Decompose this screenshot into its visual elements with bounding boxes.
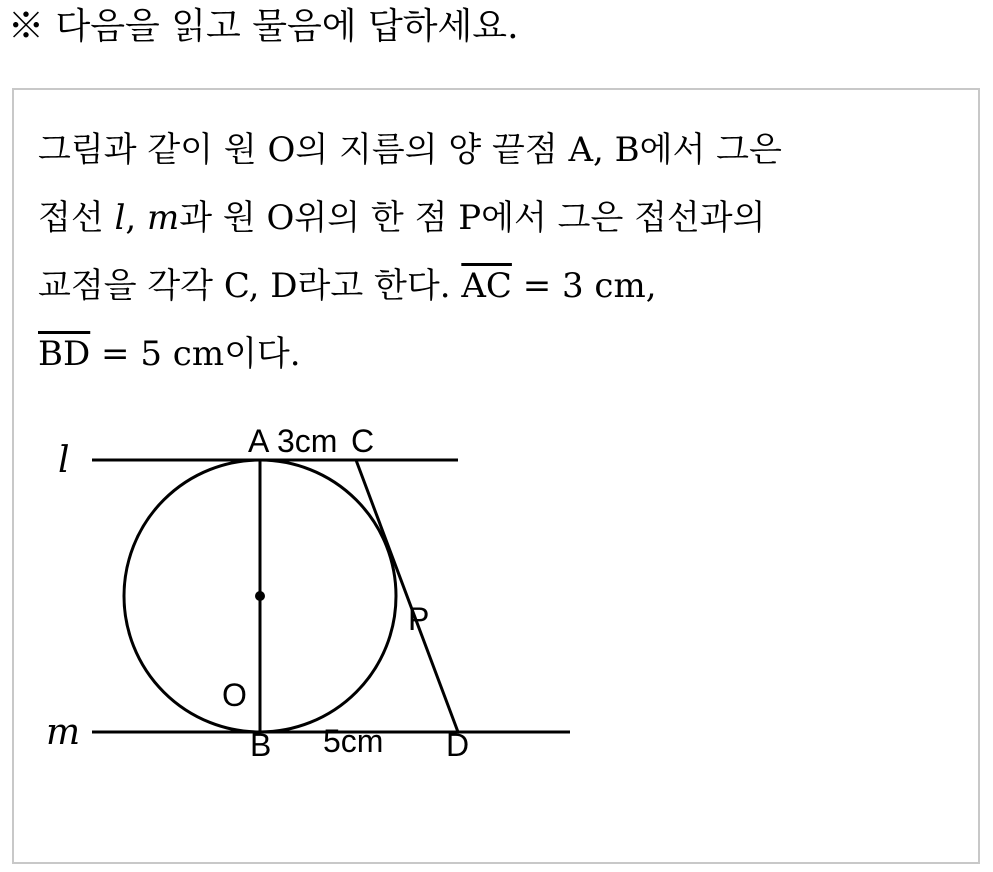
tangent-cd (356, 460, 458, 732)
segment-ac: $\overline{AC}$ (461, 266, 512, 306)
problem-line-3-value: = 3 cm, (511, 266, 657, 306)
problem-line-1-text: 그림과 같이 원 O의 지름의 양 끝점 A, B에서 그은 (38, 130, 782, 170)
problem-line-2-text-a: 접선 (38, 198, 115, 238)
problem-line-2-comma: , (125, 198, 147, 238)
label-point-o: O (222, 677, 247, 713)
label-line-l: l (58, 440, 70, 481)
problem-line-2 (38, 184, 968, 252)
label-point-a: A (248, 423, 270, 459)
label-point-b: B (250, 727, 272, 763)
problem-line-3 (38, 252, 968, 320)
instruction-heading: ※ 다음을 읽고 물음에 답하세요. (8, 6, 519, 47)
problem-text (38, 116, 968, 388)
tangent-m-symbol: m (147, 198, 180, 238)
center-point (255, 591, 265, 601)
label-length-bd: 5cm (323, 723, 384, 759)
problem-line-1 (38, 116, 968, 184)
tangent-l-symbol: l (114, 198, 126, 238)
problem-line-2-text-b: 과 원 O위의 한 점 P에서 그은 접선과의 (179, 198, 766, 238)
label-line-m: m (46, 712, 81, 753)
label-point-d: D (446, 727, 470, 763)
problem-line-3-text: 교점을 각각 C, D라고 한다. (38, 266, 462, 306)
segment-bd: $\overline{BD}$ (38, 334, 91, 374)
problem-line-4 (38, 320, 968, 388)
geometry-figure (44, 414, 604, 784)
label-point-c: C (351, 423, 375, 459)
problem-line-4-value: = 5 cm이다. (90, 334, 301, 374)
label-length-ac: 3cm (277, 423, 338, 459)
label-point-p: P (408, 601, 430, 637)
problem-box (12, 88, 980, 864)
